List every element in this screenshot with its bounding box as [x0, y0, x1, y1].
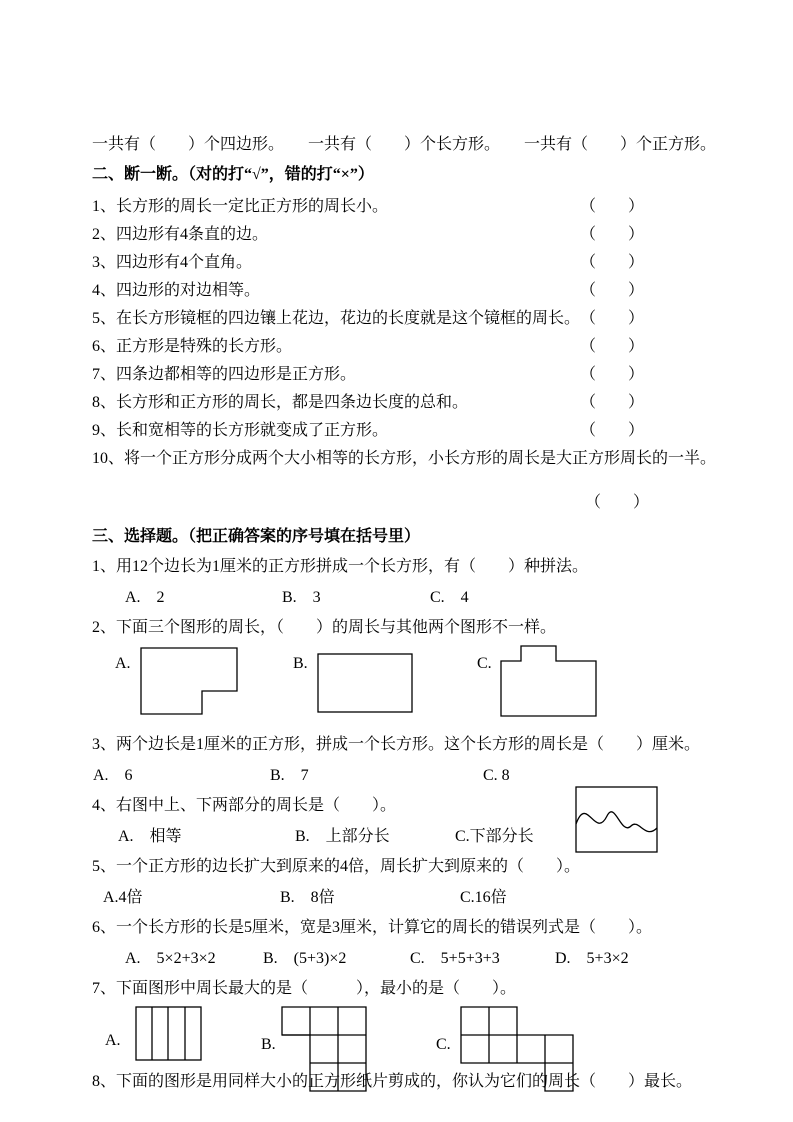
judge-item-1	[92, 193, 644, 221]
judge-item-text: 4、四边形的对边相等。	[92, 282, 261, 299]
q3-text: 3、两个边长是1厘米的正方形，拼成一个长方形。这个长方形的周长是（ ）厘米。	[92, 736, 701, 753]
q2-figure-a-lshape	[140, 647, 239, 716]
judge-item-text: 9、长和宽相等的长方形就变成了正方形。	[92, 422, 389, 439]
judge-item-text: 1、长方形的周长一定比正方形的周长小。	[92, 198, 389, 215]
q7-figure-c-staircase-polyomino	[460, 1006, 576, 1094]
judge-item-text: 8、长方形和正方形的周长，都是四条边长度的总和。	[92, 394, 469, 411]
q7-figures	[92, 1006, 716, 1064]
q7-figure-c-label: C.	[436, 1036, 451, 1053]
q4-option-a: A. 相等	[118, 828, 182, 845]
worksheet-content	[92, 133, 716, 1099]
q1-option-a: A. 2	[125, 589, 165, 606]
q7-figure-b-label: B.	[261, 1036, 276, 1053]
judge-item-10: 10、将一个正方形分成两个大小相等的长方形，小长方形的周长是大正方形周长的一半。	[92, 450, 717, 467]
q6-options	[92, 945, 716, 973]
answer-bracket: （ ）	[579, 366, 644, 383]
q4-block	[92, 794, 716, 851]
answer-bracket: （ ）	[579, 422, 644, 439]
q4-option-b: B. 上部分长	[295, 828, 390, 845]
q5-text: 5、一个正方形的边长扩大到原来的4倍，周长扩大到原来的（ ）。	[92, 858, 581, 875]
q1-options	[92, 584, 716, 612]
q6-option-a: A. 5×2+3×2	[125, 950, 216, 967]
q2-figures	[92, 645, 716, 727]
q3-option-a: A. 6	[93, 767, 133, 784]
count-shapes-line: 一共有（ ）个四边形。 一共有（ ）个长方形。 一共有（ ）个正方形。	[92, 136, 717, 153]
q2-text: 2、下面三个图形的周长，（ ）的周长与其他两个图形不一样。	[92, 619, 557, 636]
judge-item-9	[92, 417, 644, 445]
judge-item-text: 3、四边形有4个直角。	[92, 254, 253, 271]
judge-item-text: 6、正方形是特殊的长方形。	[92, 338, 293, 355]
q1-option-b: B. 3	[282, 589, 321, 606]
section-choice-title: 三、选择题。（把正确答案的序号填在括号里）	[92, 528, 421, 545]
q5-option-c: C.16倍	[460, 889, 507, 906]
q2-figure-a-label: A.	[115, 655, 131, 672]
answer-bracket: （ ）	[579, 282, 644, 299]
q7-figure-a-label: A.	[105, 1032, 121, 1049]
judge-item-text: 5、在长方形镜框的四边镶上花边，花边的长度就是这个镜框的周长。	[92, 310, 581, 327]
q8-text: 8、下面的图形是用同样大小的正方形纸片剪成的，你认为它们的周长（ ）最长。	[92, 1073, 693, 1090]
q7-figure-a-divided-rectangle	[135, 1006, 203, 1062]
answer-bracket: （ ）	[580, 310, 645, 327]
judge-item-6	[92, 333, 644, 361]
answer-bracket: （ ）	[579, 226, 644, 243]
answer-bracket: （ ）	[579, 394, 644, 411]
judge-item-5	[92, 305, 644, 333]
q3-option-c: C. 8	[483, 767, 510, 784]
q3-option-b: B. 7	[270, 767, 309, 784]
judge-item-10-bracket: （ ）	[585, 494, 650, 511]
q5-options	[92, 884, 716, 912]
q5-option-b: B. 8倍	[280, 889, 335, 906]
q6-option-c: C. 5+5+3+3	[410, 950, 500, 967]
q5-option-a: A.4倍	[103, 889, 143, 906]
q1-text: 1、用12个边长为1厘米的正方形拼成一个长方形，有（ ）种拼法。	[92, 558, 589, 575]
answer-bracket: （ ）	[579, 198, 644, 215]
q1-option-c: C. 4	[430, 589, 469, 606]
q6-text: 6、一个长方形的长是5厘米，宽是3厘米，计算它的周长的错误列式是（ ）。	[92, 919, 653, 936]
judge-item-2	[92, 221, 644, 249]
answer-bracket: （ ）	[579, 338, 644, 355]
q2-figure-c-notched-shape	[500, 645, 598, 718]
q4-figure-divided-rectangle	[575, 786, 659, 854]
q6-option-d: D. 5+3×2	[555, 950, 629, 967]
q4-text: 4、右图中上、下两部分的周长是（ ）。	[92, 797, 397, 814]
judge-item-8	[92, 389, 644, 417]
q2-figure-b-label: B.	[293, 655, 308, 672]
q7-text: 7、下面图形中周长最大的是（ ），最小的是（ ）。	[92, 980, 517, 997]
answer-bracket: （ ）	[579, 254, 644, 271]
q2-figure-c-label: C.	[477, 655, 492, 672]
q2-figure-b-rectangle	[317, 653, 414, 714]
q7-figure-b-polyomino	[281, 1006, 369, 1094]
judge-item-3	[92, 249, 644, 277]
judge-item-text: 2、四边形有4条直的边。	[92, 226, 269, 243]
section-judge-title: 二、断一断。（对的打“√”，错的打“×”）	[92, 166, 374, 183]
q4-option-c: C.下部分长	[455, 828, 534, 845]
judge-item-4	[92, 277, 644, 305]
judge-item-7	[92, 361, 644, 389]
q6-option-b: B. (5+3)×2	[263, 950, 347, 967]
judge-item-text: 7、四条边都相等的四边形是正方形。	[92, 366, 357, 383]
